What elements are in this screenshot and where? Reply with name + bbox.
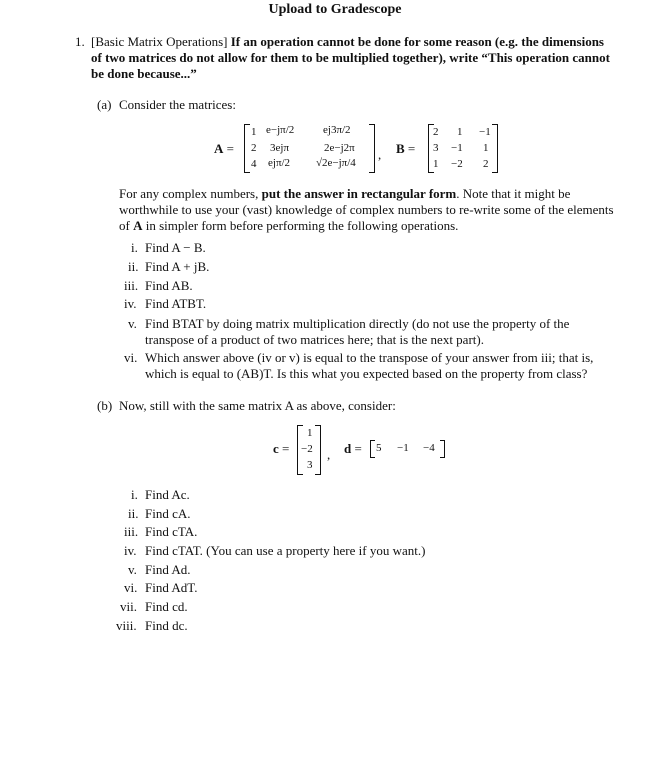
matrix-b-cell: 1	[483, 142, 489, 154]
part-b-item-num: i.	[131, 487, 138, 502]
problem-tag: [Basic Matrix Operations]	[91, 34, 228, 49]
vector-d-left-bracket	[370, 440, 375, 458]
part-b-item-num: ii.	[128, 506, 139, 521]
problem-intro-line-1	[91, 34, 631, 50]
part-b-item-num: v.	[128, 562, 137, 577]
matrix-a-name: A =	[214, 141, 234, 156]
part-b-label: (b)	[97, 398, 113, 413]
part-b-item-num: vi.	[124, 580, 138, 595]
part-a-item: Find ATBT.	[145, 296, 207, 311]
part-b-item: Find cTAT. (You can use a property here if you want.)	[145, 543, 426, 558]
part-a-item: Which answer above (iv or v) is equal to the transpose of your answer from iii; that is,	[145, 350, 594, 365]
comma-separator: ,	[378, 147, 382, 162]
part-a-item-num: iv.	[124, 296, 137, 311]
comma-separator: ,	[327, 447, 331, 462]
part-b-item-num: viii.	[116, 618, 137, 633]
matrix-b-cell: 1	[433, 158, 439, 170]
matrix-b-right-bracket	[492, 124, 498, 173]
part-b-item: Find Ac.	[145, 487, 190, 502]
part-b-item-num: iii.	[124, 524, 139, 539]
matrix-a-cell: √2e−jπ/4	[316, 157, 356, 169]
vector-c-right-bracket	[315, 425, 321, 475]
matrix-a-cell: 1	[251, 126, 257, 138]
part-a-note-line-1: For any complex numbers, put the answer in rectangular form. Note that it might be	[119, 186, 571, 201]
part-b-item: Find cA.	[145, 506, 191, 521]
part-b-item-num: iv.	[124, 543, 137, 558]
vector-c-cell: 1	[307, 427, 313, 439]
part-b-item: Find Ad.	[145, 562, 191, 577]
matrix-b-cell: −1	[479, 126, 491, 138]
part-a-item-num: iii.	[124, 278, 139, 293]
problem-intro-line-3: be done because...”	[91, 66, 197, 81]
part-b-item: Find cTA.	[145, 524, 198, 539]
matrix-a-cell: 4	[251, 158, 257, 170]
matrix-b-cell: 3	[433, 142, 439, 154]
matrix-a-cell: ejπ/2	[268, 157, 291, 169]
part-a-item: Find BTAT by doing matrix multiplication directly (do not use the property of the	[145, 316, 570, 331]
part-a-item-cont: which is equal to (AB)T. Is this what you expected based on the property from class?	[145, 366, 588, 381]
page-title: Upload to Gradescope	[268, 2, 402, 17]
part-b-item: Find cd.	[145, 599, 188, 614]
matrix-b-cell: −1	[451, 142, 463, 154]
part-a-item-cont: transpose of a product of two matrices here; that is the next part).	[145, 332, 484, 347]
part-a-item: Find A + jB.	[145, 259, 210, 274]
matrix-a-left-bracket	[244, 124, 250, 173]
vector-d-name: d =	[344, 441, 362, 456]
part-a-item: Find A − B.	[145, 240, 206, 255]
part-b-item: Find AdT.	[145, 580, 198, 595]
vector-c-cell: 3	[307, 459, 313, 471]
matrix-a-cell: e−jπ/2	[266, 124, 295, 136]
matrix-b-cell: 1	[457, 126, 463, 138]
vector-d-right-bracket	[440, 440, 445, 458]
problem-intro-bold-1: If an operation cannot be done for some reason (e.g. the dimensions	[230, 34, 604, 49]
part-a-note-line-2: worthwhile to use your (vast) knowledge of complex numbers to re-write some of the elements	[119, 202, 614, 217]
part-a-text: Consider the matrices:	[119, 97, 236, 112]
matrix-a-right-bracket	[369, 124, 375, 173]
part-a-item-num: v.	[128, 316, 137, 331]
part-b-text: Now, still with the same matrix A as above, consider:	[119, 398, 396, 413]
vector-d-cell: −1	[397, 442, 409, 454]
part-b-item: Find dc.	[145, 618, 188, 633]
vector-c-name: c =	[273, 441, 290, 456]
matrix-a-cell: 3ejπ	[270, 142, 289, 154]
part-b-item-num: vii.	[120, 599, 137, 614]
part-a-item-num: i.	[131, 240, 138, 255]
matrix-b-name: B =	[396, 141, 416, 156]
vector-d-cell: 5	[376, 442, 382, 454]
part-a-label: (a)	[97, 97, 112, 112]
matrix-b-cell: 2	[433, 126, 439, 138]
problem-number: 1.	[75, 34, 85, 49]
problem-intro-line-2: of two matrices do not allow for them to be multiplied together), write “This operation cannot	[91, 50, 610, 65]
part-a-item: Find AB.	[145, 278, 193, 293]
part-a-item-num: vi.	[124, 350, 138, 365]
matrix-a-cell: 2e−j2π	[324, 142, 355, 154]
vector-c-cell: −2	[301, 443, 313, 455]
part-a-item-num: ii.	[128, 259, 139, 274]
matrix-b-cell: 2	[483, 158, 489, 170]
matrix-a-cell: ej3π/2	[323, 124, 351, 136]
matrix-b-cell: −2	[451, 158, 463, 170]
matrix-a-cell: 2	[251, 142, 257, 154]
vector-d-cell: −4	[423, 442, 435, 454]
part-a-note-line-3: of A in simpler form before performing the following operations.	[119, 218, 459, 233]
